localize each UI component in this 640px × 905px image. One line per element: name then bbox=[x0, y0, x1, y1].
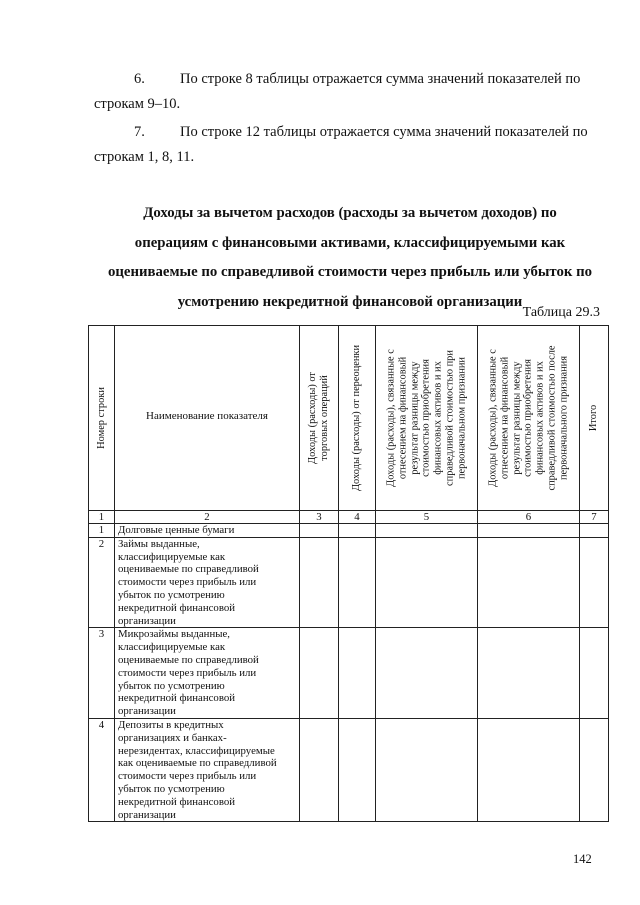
table-row bbox=[89, 537, 609, 628]
row-label-line: некредитной финансовой bbox=[118, 601, 236, 614]
row-label-line: организации bbox=[118, 614, 176, 627]
table-cell bbox=[478, 524, 580, 538]
column-header-row-number bbox=[89, 326, 115, 511]
table-cell bbox=[339, 537, 376, 628]
table-cell bbox=[580, 537, 609, 628]
row-number: 3 bbox=[89, 628, 115, 719]
header-line: торговых операций bbox=[319, 375, 330, 461]
heading-line: усмотрению некредитной финансовой организации bbox=[177, 293, 523, 310]
row-label-line: классифицируемые как bbox=[118, 641, 226, 654]
header-line: Доходы (расходы), связанные с bbox=[385, 349, 397, 487]
row-label-line: нерезидентах, классифицируемые bbox=[118, 744, 275, 757]
table-cell bbox=[339, 628, 376, 719]
row-label-line: стоимости через прибыль или bbox=[118, 770, 257, 783]
table-cell bbox=[580, 628, 609, 719]
row-label-line: некредитной финансовой bbox=[118, 692, 236, 705]
table-cell bbox=[300, 718, 339, 821]
table-heading bbox=[80, 199, 620, 317]
heading-line: оцениваемые по справедливой стоимости через прибыль или убыток по bbox=[107, 264, 593, 280]
column-number: 6 bbox=[478, 511, 580, 524]
column-number: 1 bbox=[89, 511, 115, 524]
column-header-trading-income bbox=[300, 326, 339, 511]
paragraph-text: По строке 8 таблицы отражается сумма значений показателей по bbox=[180, 71, 581, 87]
column-header-revaluation bbox=[339, 326, 376, 511]
column-number: 2 bbox=[115, 511, 300, 524]
header-line: результат разницы между bbox=[408, 361, 420, 475]
table-cell bbox=[580, 524, 609, 538]
paragraph-number: 7. bbox=[134, 124, 145, 140]
row-label-line: организации bbox=[118, 705, 176, 718]
row-label-line: классифицируемые как bbox=[118, 550, 226, 563]
header-line: первоначального признания bbox=[557, 355, 569, 481]
table-cell bbox=[339, 524, 376, 538]
column-header-total bbox=[580, 326, 609, 511]
row-number: 2 bbox=[89, 537, 115, 628]
column-number: 3 bbox=[300, 511, 339, 524]
header-line: справедливой стоимостью при bbox=[444, 350, 456, 486]
paragraph-continuation: строкам 1, 8, 11. bbox=[94, 149, 195, 165]
header-line: результат разницы между bbox=[510, 361, 522, 475]
row-label bbox=[115, 718, 300, 821]
table-row bbox=[89, 524, 609, 538]
header-line: финансовых активов и их bbox=[534, 361, 546, 475]
row-label-line: Депозиты в кредитных bbox=[118, 718, 224, 731]
row-number: 4 bbox=[89, 718, 115, 821]
row-label-line: организациях и банках- bbox=[118, 731, 227, 744]
column-header-text bbox=[115, 410, 299, 423]
column-header-initial-recognition bbox=[376, 326, 478, 511]
row-label-line: оцениваемые по справедливой bbox=[118, 653, 259, 666]
row-label-line: убыток по усмотрению bbox=[118, 588, 225, 601]
table-cell bbox=[339, 718, 376, 821]
table-cell bbox=[300, 628, 339, 719]
row-label-line: Микрозаймы выданные, bbox=[118, 628, 230, 641]
table-cell bbox=[478, 537, 580, 628]
table-cell bbox=[580, 718, 609, 821]
row-label-line: убыток по усмотрению bbox=[118, 679, 225, 692]
row-number: 1 bbox=[89, 524, 115, 538]
header-line: стоимостью приобретения bbox=[420, 359, 432, 477]
table-caption: Таблица 29.3 bbox=[522, 305, 600, 320]
column-number-row bbox=[89, 511, 609, 524]
header-line: Номер строки bbox=[95, 387, 107, 449]
paragraph-6 bbox=[94, 67, 594, 117]
paragraph-number: 6. bbox=[134, 71, 145, 87]
column-header-text bbox=[487, 346, 570, 491]
page-number: 142 bbox=[573, 852, 592, 866]
header-line: отнесением на финансовый bbox=[397, 356, 409, 480]
table-row bbox=[89, 628, 609, 719]
header-row bbox=[89, 326, 609, 511]
heading-line: операциям с финансовыми активами, классифицируемыми как bbox=[134, 234, 566, 251]
table-row bbox=[89, 718, 609, 821]
row-label-line: Займы выданные, bbox=[118, 537, 200, 550]
column-number: 5 bbox=[376, 511, 478, 524]
header-line: Доходы (расходы), связанные с bbox=[487, 349, 499, 487]
table-cell bbox=[376, 524, 478, 538]
header-line: финансовых активов и их bbox=[432, 361, 444, 475]
row-label-line: оцениваемые по справедливой bbox=[118, 563, 259, 576]
header-line: первоначальном признании bbox=[455, 357, 467, 480]
column-header-text bbox=[588, 405, 600, 431]
column-header-text bbox=[385, 349, 468, 487]
row-label bbox=[115, 524, 300, 538]
table-cell bbox=[300, 537, 339, 628]
row-label-line: стоимости через прибыль или bbox=[118, 666, 257, 679]
header-line: отнесением на финансовый bbox=[499, 356, 511, 480]
table-cell bbox=[478, 718, 580, 821]
table-cell bbox=[376, 537, 478, 628]
column-header-text bbox=[96, 387, 108, 449]
row-label-line: организации bbox=[118, 808, 176, 821]
table-cell bbox=[376, 718, 478, 821]
column-header-indicator-name bbox=[115, 326, 300, 511]
header-line: справедливой стоимостью после bbox=[546, 345, 558, 491]
row-label-line: как оцениваемые по справедливой bbox=[118, 757, 277, 770]
column-header-after-recognition bbox=[478, 326, 580, 511]
column-header-text bbox=[351, 345, 363, 491]
paragraph-text: По строке 12 таблицы отражается сумма значений показателей по bbox=[180, 124, 588, 140]
header-line: Наименование показателя bbox=[146, 410, 268, 422]
table-cell bbox=[376, 628, 478, 719]
paragraph-7 bbox=[94, 120, 594, 170]
row-label bbox=[115, 628, 300, 719]
paragraph-continuation: строкам 9–10. bbox=[94, 96, 181, 112]
table-cell bbox=[300, 524, 339, 538]
column-header-text bbox=[307, 372, 331, 464]
column-number: 4 bbox=[339, 511, 376, 524]
column-number: 7 bbox=[580, 511, 609, 524]
data-table bbox=[88, 325, 609, 822]
row-label-line: Долговые ценные бумаги bbox=[118, 524, 235, 536]
header-line: Доходы (расходы) от переоценки bbox=[351, 344, 363, 492]
row-label-line: стоимости через прибыль или bbox=[118, 576, 257, 589]
header-line: стоимостью приобретения bbox=[522, 359, 534, 477]
row-label-line: убыток по усмотрению bbox=[118, 782, 225, 795]
header-line: Итого bbox=[588, 404, 600, 432]
row-label-line: некредитной финансовой bbox=[118, 795, 236, 808]
row-label bbox=[115, 537, 300, 628]
heading-line: Доходы за вычетом расходов (расходы за вычетом доходов) по bbox=[143, 205, 557, 221]
header-line: Доходы (расходы) от bbox=[307, 372, 319, 464]
table-cell bbox=[478, 628, 580, 719]
